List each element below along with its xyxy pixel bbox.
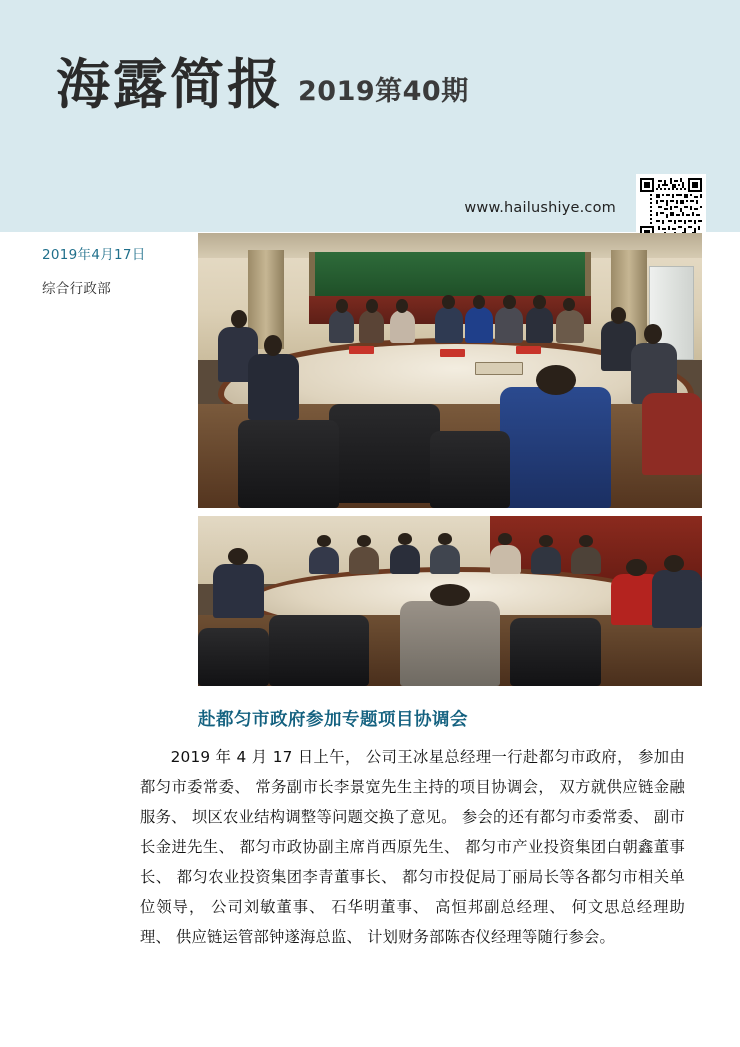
photo1-person xyxy=(526,307,554,343)
photo1-person xyxy=(642,393,702,476)
photo1-person xyxy=(495,307,523,343)
photo1-chair xyxy=(430,431,511,508)
photo1-person-head xyxy=(264,335,282,356)
photo1-person-head xyxy=(536,365,576,395)
header-band xyxy=(0,0,740,232)
photo1-person xyxy=(390,310,415,343)
issue-date: 2019年4月17日 xyxy=(42,247,146,263)
photo1-person-head xyxy=(336,299,348,313)
photo2-chair xyxy=(269,615,370,686)
issuing-department: 综合行政部 xyxy=(42,281,111,297)
photo1-person xyxy=(556,310,584,343)
photo2-chair xyxy=(198,628,269,686)
photo2-person xyxy=(213,564,263,618)
photo2-person-head xyxy=(539,535,553,547)
photo1-person-head xyxy=(231,310,247,328)
website-url: www.hailushiye.com xyxy=(464,200,616,216)
masthead xyxy=(56,53,469,116)
photo1-name-plate xyxy=(349,346,374,354)
photo1-chair xyxy=(329,404,440,503)
photo2-person-head xyxy=(357,535,371,547)
photo2-person xyxy=(652,570,702,628)
photo2-person xyxy=(390,545,420,574)
photo1-person xyxy=(435,307,463,343)
photo2-person-head xyxy=(317,535,331,547)
photo1-person xyxy=(329,310,354,343)
photo1-person-head xyxy=(533,295,546,309)
photo2-person xyxy=(571,547,601,574)
photo1-person-head xyxy=(503,295,516,309)
meeting-photo-round-table-wide xyxy=(198,233,702,508)
photo2-person xyxy=(490,545,520,574)
photo2-person-head xyxy=(398,533,412,545)
article-title: 赴都匀市政府参加专题项目协调会 xyxy=(198,710,468,730)
publication-title: 海露简报 xyxy=(56,53,284,116)
photo2-person xyxy=(430,545,460,574)
photo2-person xyxy=(349,547,379,574)
photo1-person-head xyxy=(396,299,408,313)
photo1-person xyxy=(465,307,493,343)
photo2-person-foreground xyxy=(400,601,501,686)
photo2-person-head xyxy=(626,559,646,576)
photo1-name-plate xyxy=(516,346,541,354)
issue-meta xyxy=(42,243,192,297)
photo1-backdrop-green xyxy=(309,252,591,296)
photo1-chair xyxy=(238,420,339,508)
photo1-person-head xyxy=(366,299,378,313)
meeting-photo-round-table-close xyxy=(198,516,702,686)
photo1-person xyxy=(359,310,384,343)
issue-number: 2019第40期 xyxy=(298,76,469,107)
photo1-name-plate xyxy=(475,362,522,375)
article-body: 2019 年 4 月 17 日上午， 公司王冰星总经理一行赴都匀市政府， 参加由都匀市委常委、 常务副市长李景宽先生主持的项目协调会， 双方就供应链金融服务、 坝区农业结构调整等问题交换了意见。 参会的还有都匀市委常委、 副市长金进先生、 都匀市政协副主席肖西原先生、 都匀市产业投资集团白朝鑫董事长、 都匀农业投资集团李青董事长、 都匀市投促局丁丽局长等各都匀市相关单位领导， 公司刘敏董事、 石华明董事、 高恒邦副总经理、 何文思总经理助理、 供应链运管部钟遂海总监、 计划财务部陈杏仪经理等随行参会。 xyxy=(140,748,685,946)
photo2-chair xyxy=(510,618,601,686)
photo2-person-head xyxy=(438,533,452,545)
photo2-person xyxy=(531,547,561,574)
photo2-person-head xyxy=(579,535,593,547)
photo1-person-foreground xyxy=(500,387,611,508)
photo2-person xyxy=(309,547,339,574)
photo1-name-plate xyxy=(440,349,465,357)
photo1-person xyxy=(248,354,298,420)
photo2-person-head xyxy=(430,584,470,606)
